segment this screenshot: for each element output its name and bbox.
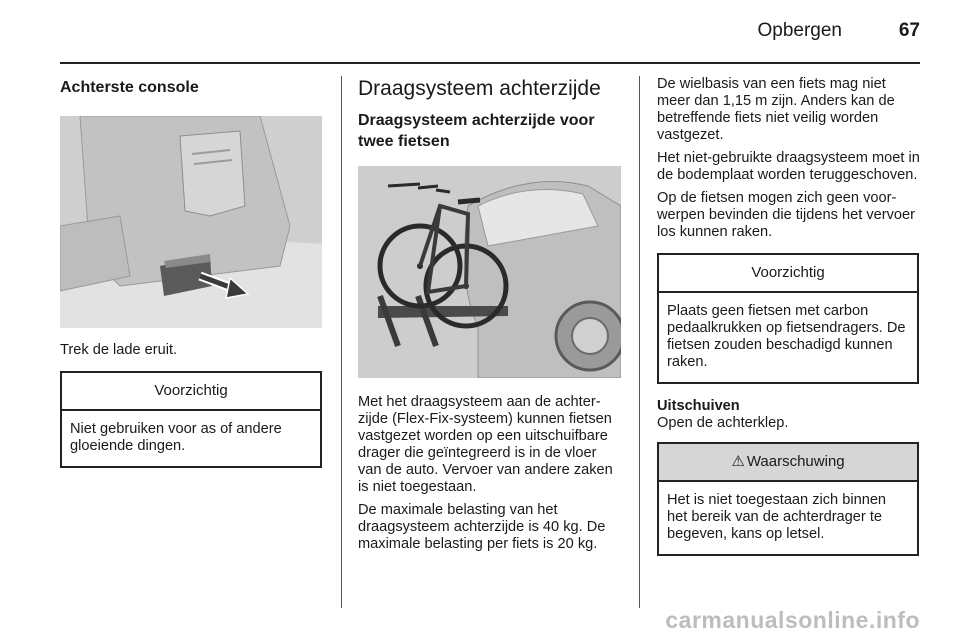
caution-title-2: Voorzichtig xyxy=(659,255,917,293)
console-drawer-figure xyxy=(60,116,322,328)
subheading-two-bikes: Draagsysteem achterzijde voor twee fietsen xyxy=(358,112,595,150)
drawer-caption: Trek de lade eruit. xyxy=(60,342,178,358)
column-divider-2 xyxy=(639,76,640,608)
caution-box-carbon xyxy=(657,253,919,384)
section-heading-rear-console: Achterste console xyxy=(60,79,199,96)
page-header-title: Opbergen xyxy=(757,20,842,41)
caution-body: Niet gebruiken voor as of andere gloeiende dingen. xyxy=(70,421,282,454)
carrier-description: Met het draagsysteem aan de achterzijde (Flex-Fix-systeem) kunnen fietsen vastgezet worden op een uitschuifbare drager die geïntegreerd is in de vloer van de auto. Vervoer van andere zaken is niet toegestaan. xyxy=(358,394,613,495)
extend-label: Uitschuiven xyxy=(657,398,740,414)
console-drawer-image xyxy=(60,116,322,328)
carrier-max-load: De maximale belasting van het draagsysteem achterzijde is 40 kg. De maximale belasting per fiets is 20 kg. xyxy=(358,502,606,552)
caution-box-console xyxy=(60,371,322,468)
bicycle-carrier-figure xyxy=(358,166,621,378)
page-number: 67 xyxy=(898,20,920,41)
open-tailgate-instruction: Open de achterklep. xyxy=(657,415,789,431)
bicycle-carrier-image xyxy=(358,166,621,378)
column-2 xyxy=(358,76,622,559)
watermark: carmanualsonline.info xyxy=(665,607,920,633)
column-divider-1 xyxy=(341,76,342,608)
column-1 xyxy=(60,76,322,468)
loose-objects-note: Op de fietsen mogen zich geen voorwerpen bevinden die tijdens het vervoer los kunnen raken. xyxy=(657,190,915,240)
warning-header xyxy=(659,444,917,482)
caution-title: Voorzichtig xyxy=(62,373,320,411)
wheelbase-note: De wielbasis van een fiets mag niet meer dan 1,15 m zijn. Anders kan de betreffende fiets niet veilig worden vastgezet. xyxy=(657,76,895,143)
warning-box xyxy=(657,442,919,556)
unused-carrier-note: Het niet-gebruikte draagsysteem moet in de bodemplaat worden teruggeschoven. xyxy=(657,150,920,183)
section-heading-rear-carrier: Draagsysteem achterzijde xyxy=(358,77,601,100)
warning-body: Het is niet toegestaan zich binnen het bereik van de achterdrager te begeven, kans op letsel. xyxy=(667,492,887,542)
caution-body-2: Plaats geen fietsen met carbon pedaalkrukken op fietsendragers. De fietsen zouden beschadigd kunnen raken. xyxy=(667,303,906,370)
header-divider xyxy=(60,62,920,64)
warning-triangle-icon: ⚠ xyxy=(731,453,745,470)
column-3 xyxy=(657,76,921,556)
warning-title: Waarschuwing xyxy=(746,453,845,470)
